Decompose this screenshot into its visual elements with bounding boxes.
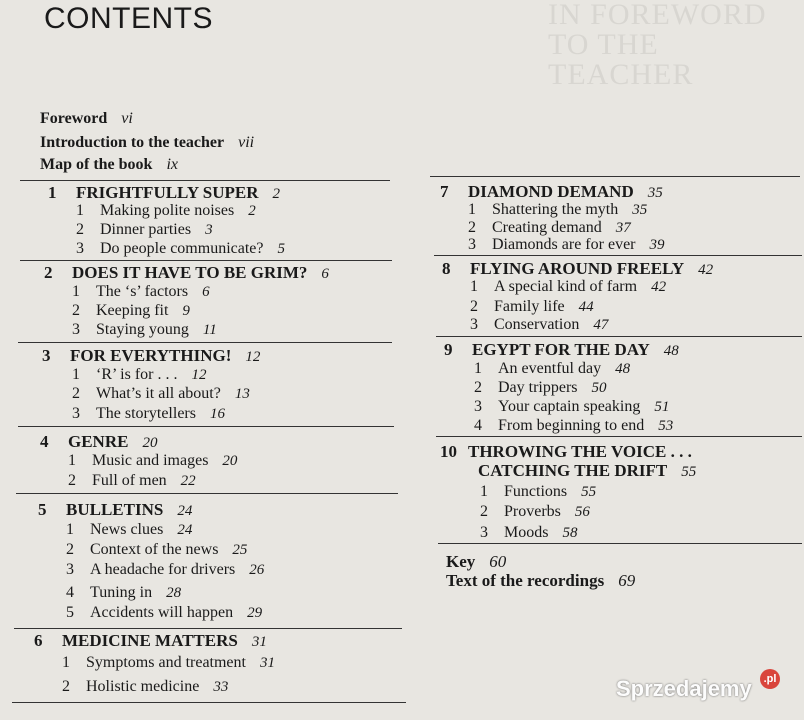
divider [430,176,800,177]
section-title: Diamonds are for ever [492,236,636,253]
chapter-number: 3 [42,346,51,365]
section-item [480,503,590,521]
section-page: 11 [202,322,217,338]
divider [20,260,392,261]
section-title: Making polite noises [100,202,235,219]
section-page: 28 [166,585,182,601]
section-title: Dinner parties [100,221,192,238]
section-title: From beginning to end [498,417,645,434]
chapter-page: 12 [245,349,261,365]
section-title: Tuning in [90,584,153,601]
watermark-badge: .pl [760,669,780,689]
section-number: 3 [468,236,476,253]
section-item [468,219,631,237]
section-title: Keeping fit [96,302,169,319]
front-matter-page: ix [166,156,178,173]
section-page: 55 [581,484,597,500]
page-title: CONTENTS [44,2,213,35]
chapter-page: 24 [177,503,193,519]
front-matter-page: vii [238,134,255,151]
section-item [62,654,275,672]
section-item [480,483,596,501]
divider [20,180,390,181]
section-page: 58 [562,525,578,541]
divider [18,342,392,343]
chapter-title: MEDICINE MATTERS [62,631,238,650]
front-matter-page: vi [121,110,133,127]
section-number: 1 [76,202,84,219]
chapter-title: DIAMOND DEMAND [468,182,634,201]
section-item [76,221,213,239]
chapter-title: FRIGHTFULLY SUPER [76,183,259,202]
section-number: 2 [66,541,74,558]
section-page: 42 [651,279,667,295]
chapter-heading [44,263,329,283]
divider [12,702,406,703]
section-title: A headache for drivers [90,561,236,578]
section-item [468,236,665,254]
section-number: 5 [66,604,74,621]
chapter-heading [440,182,663,202]
section-item [474,360,630,378]
section-number: 1 [62,654,70,671]
section-title: Symptoms and treatment [86,654,246,671]
chapter-page: 31 [251,634,267,650]
front-matter-label: Map of the book [40,156,153,173]
section-item [474,398,669,416]
chapter-page: 20 [142,435,158,451]
section-number: 1 [474,360,482,377]
chapter-heading [42,346,260,366]
section-item [76,202,256,220]
section-page: 31 [259,655,275,671]
section-title: A special kind of farm [494,278,638,295]
back-matter-recordings [446,571,635,591]
divider [436,336,802,337]
section-number: 2 [68,472,76,489]
section-title: Your captain speaking [498,398,641,415]
section-number: 2 [470,298,478,315]
chapter-page: 35 [647,185,663,201]
section-number: 3 [474,398,482,415]
chapter-heading [444,340,679,360]
section-item [66,541,247,559]
section-page: 25 [232,542,248,558]
section-number: 3 [480,524,488,541]
section-item [468,201,647,219]
section-number: 1 [72,283,80,300]
front-matter-map [40,156,178,174]
chapter-heading [442,259,713,279]
section-item [470,316,608,334]
watermark-logo: Sprzedajemy [616,676,752,701]
section-title: Functions [504,483,568,500]
section-title: The ‘s’ factors [96,283,189,300]
section-number: 3 [76,240,84,257]
chapter-title: BULLETINS [66,500,164,519]
section-page: 39 [649,237,665,253]
section-page: 22 [180,473,196,489]
section-number: 2 [72,302,80,319]
section-title: Creating demand [492,219,602,236]
section-item [66,604,262,622]
back-matter-label: Text of the recordings [446,571,605,590]
section-number: 4 [474,417,482,434]
section-page: 24 [177,522,193,538]
section-page: 33 [213,679,229,695]
section-page: 16 [209,406,225,422]
section-number: 2 [480,503,488,520]
section-page: 20 [222,453,238,469]
section-page: 26 [249,562,265,578]
section-number: 1 [72,366,80,383]
chapter-heading [38,500,192,520]
section-page: 51 [654,399,670,415]
section-item [68,472,196,490]
section-item [72,405,225,423]
section-page: 53 [658,418,674,434]
back-matter-label: Key [446,552,476,571]
section-title: What’s it all about? [96,385,221,402]
section-item [66,584,181,602]
section-title: Accidents will happen [90,604,234,621]
section-title: Full of men [92,472,167,489]
section-title: News clues [90,521,164,538]
section-page: 50 [591,380,607,396]
divider [18,426,394,427]
chapter-number: 9 [444,340,453,359]
section-title: Proverbs [504,503,561,520]
chapter-heading-line2 [478,461,696,481]
divider [14,628,402,629]
chapter-title: THROWING THE VOICE . . . [468,442,692,461]
section-item [470,298,594,316]
section-number: 1 [66,521,74,538]
front-matter-foreword [40,110,133,128]
section-title: Family life [494,298,565,315]
section-title: The storytellers [96,405,196,422]
section-item [474,417,673,435]
front-matter-introduction [40,134,254,152]
chapter-title: FOR EVERYTHING! [70,346,232,365]
section-title: ‘R’ is for . . . [96,366,178,383]
section-number: 3 [66,561,74,578]
chapter-title: DOES IT HAVE TO BE GRIM? [72,263,308,282]
chapter-number: 8 [442,259,451,278]
front-matter-label: Foreword [40,110,108,127]
section-number: 4 [66,584,74,601]
section-page: 2 [248,203,256,219]
chapter-number: 2 [44,263,53,282]
section-number: 1 [470,278,478,295]
section-item [480,524,577,542]
front-matter-label: Introduction to the teacher [40,134,225,151]
section-page: 48 [615,361,631,377]
section-number: 3 [72,321,80,338]
section-item [72,283,210,301]
section-number: 1 [468,201,476,218]
section-item [66,561,264,579]
chapter-page: 48 [663,343,679,359]
section-number: 2 [468,219,476,236]
section-item [66,521,192,539]
section-item [72,366,206,384]
chapter-heading [34,631,267,651]
section-title: Day trippers [498,379,578,396]
section-page: 12 [191,367,207,383]
chapter-number: 1 [48,183,57,202]
chapter-title: CATCHING THE DRIFT [478,461,668,480]
section-item [76,240,285,258]
chapter-page: 42 [698,262,714,278]
section-item [72,302,190,320]
section-page: 13 [234,386,250,402]
section-page: 44 [578,299,594,315]
section-title: Moods [504,524,549,541]
section-page: 29 [247,605,263,621]
back-matter-key [446,552,506,572]
section-page: 3 [205,222,213,238]
chapter-heading [440,442,692,462]
section-item [62,678,228,696]
section-item [72,385,250,403]
section-title: Conservation [494,316,580,333]
chapter-number: 7 [440,182,449,201]
back-matter-page: 69 [618,571,636,590]
chapter-heading [40,432,157,452]
bleed-through-text: IN FOREWORD TO THE TEACHER [548,0,767,91]
chapter-number: 10 [440,442,457,461]
divider [16,493,398,494]
section-item [72,321,217,339]
chapter-number: 4 [40,432,49,451]
section-page: 5 [277,241,285,257]
section-page: 47 [593,317,609,333]
section-title: An eventful day [498,360,602,377]
chapter-heading [48,183,280,203]
back-matter-page: 60 [489,552,507,571]
section-title: Context of the news [90,541,219,558]
chapter-title: GENRE [68,432,129,451]
section-page: 9 [182,303,190,319]
chapter-page: 6 [321,266,329,282]
chapter-number: 5 [38,500,47,519]
section-title: Music and images [92,452,209,469]
section-number: 3 [72,405,80,422]
chapter-title: EGYPT FOR THE DAY [472,340,650,359]
section-item [68,452,237,470]
section-page: 37 [615,220,631,236]
section-page: 35 [632,202,648,218]
section-number: 2 [76,221,84,238]
section-number: 1 [68,452,76,469]
chapter-page: 2 [272,186,280,202]
section-number: 2 [474,379,482,396]
section-title: Holistic medicine [86,678,200,695]
chapter-number: 6 [34,631,43,650]
section-item [470,278,666,296]
section-number: 2 [62,678,70,695]
section-page: 56 [574,504,590,520]
divider [434,255,802,256]
section-page: 6 [202,284,210,300]
section-item [474,379,607,397]
section-number: 1 [480,483,488,500]
chapter-title: FLYING AROUND FREELY [470,259,685,278]
section-title: Shattering the myth [492,201,619,218]
chapter-page: 55 [681,464,697,480]
section-number: 2 [72,385,80,402]
section-title: Do people communicate? [100,240,264,257]
section-number: 3 [470,316,478,333]
divider [438,543,802,544]
divider [436,436,802,437]
section-title: Staying young [96,321,189,338]
